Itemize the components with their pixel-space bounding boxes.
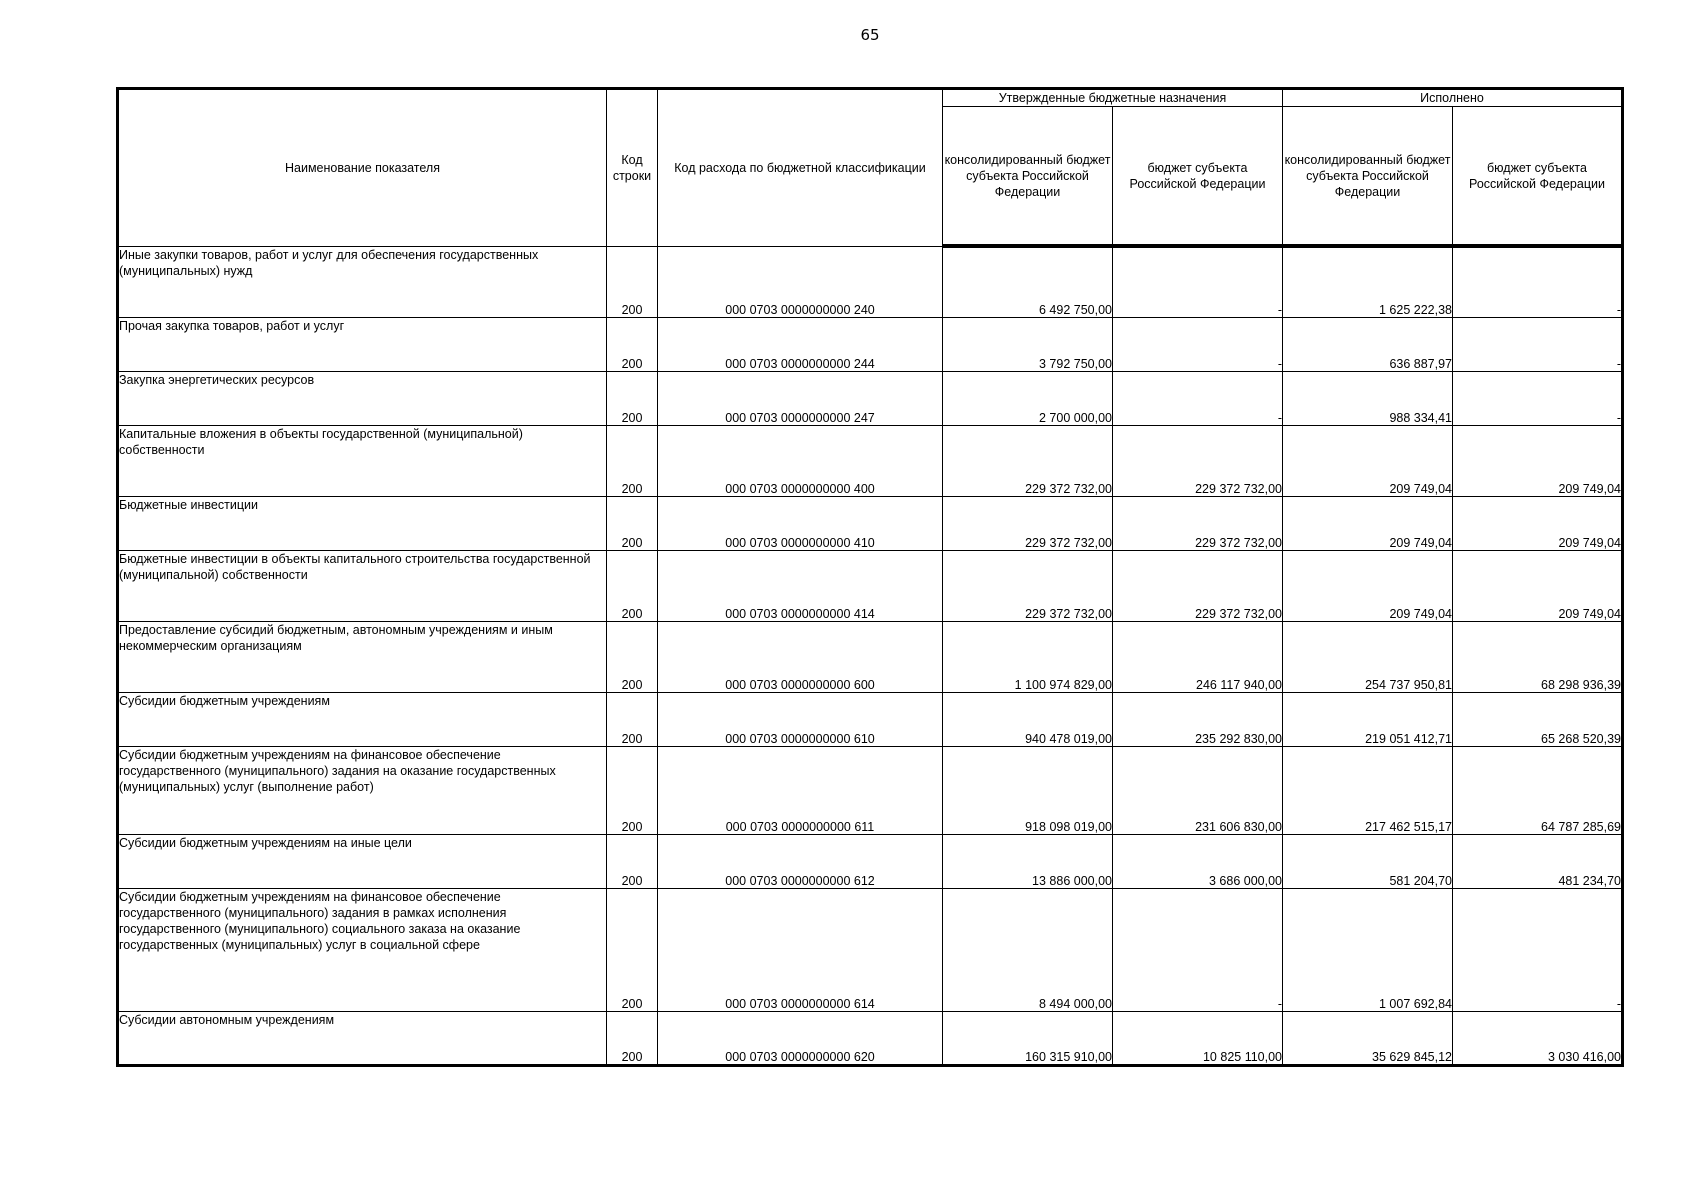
row-approved-consolidated: 13 886 000,00 (943, 834, 1113, 888)
row-executed-consolidated: 217 462 515,17 (1283, 746, 1453, 834)
row-name: Бюджетные инвестиции (118, 496, 607, 550)
row-classification-code: 000 0703 0000000000 600 (658, 621, 943, 692)
row-executed-consolidated: 636 887,97 (1283, 317, 1453, 371)
table-row (118, 1011, 1623, 1065)
table-row (118, 621, 1623, 692)
row-classification-code: 000 0703 0000000000 612 (658, 834, 943, 888)
row-code: 200 (607, 692, 658, 746)
row-executed-subject: 65 268 520,39 (1453, 692, 1623, 746)
row-classification-code: 000 0703 0000000000 410 (658, 496, 943, 550)
row-executed-subject: 68 298 936,39 (1453, 621, 1623, 692)
column-header-executed-consolidated: консолидированный бюджет субъекта Российской Федерации (1283, 107, 1453, 247)
row-name: Субсидии бюджетным учреждениям на финансовое обеспечение государственного (муниципального) задания в рамках исполнения государственного (муниципального) социального заказа на оказание государственных (муниципальных) услуг в социальной сфере (118, 888, 607, 1011)
row-executed-consolidated: 35 629 845,12 (1283, 1011, 1453, 1065)
row-executed-subject: 209 749,04 (1453, 550, 1623, 621)
row-executed-consolidated: 209 749,04 (1283, 496, 1453, 550)
row-executed-subject: 64 787 285,69 (1453, 746, 1623, 834)
row-name: Субсидии бюджетным учреждениям (118, 692, 607, 746)
row-approved-subject: 235 292 830,00 (1113, 692, 1283, 746)
row-code: 200 (607, 1011, 658, 1065)
row-classification-code: 000 0703 0000000000 614 (658, 888, 943, 1011)
row-name: Субсидии бюджетным учреждениям на иные цели (118, 834, 607, 888)
row-approved-consolidated: 940 478 019,00 (943, 692, 1113, 746)
row-classification-code: 000 0703 0000000000 414 (658, 550, 943, 621)
column-group-executed: Исполнено (1283, 89, 1623, 107)
row-executed-subject: 209 749,04 (1453, 425, 1623, 496)
row-executed-subject: - (1453, 371, 1623, 425)
table-row (118, 550, 1623, 621)
row-approved-consolidated: 3 792 750,00 (943, 317, 1113, 371)
row-approved-subject: 229 372 732,00 (1113, 425, 1283, 496)
row-code: 200 (607, 746, 658, 834)
row-classification-code: 000 0703 0000000000 244 (658, 317, 943, 371)
row-code: 200 (607, 834, 658, 888)
row-approved-consolidated: 229 372 732,00 (943, 496, 1113, 550)
table-row (118, 317, 1623, 371)
row-executed-subject: - (1453, 317, 1623, 371)
row-approved-subject: - (1113, 317, 1283, 371)
row-executed-consolidated: 209 749,04 (1283, 550, 1453, 621)
budget-execution-table (116, 87, 1624, 1067)
row-approved-subject: - (1113, 888, 1283, 1011)
row-approved-consolidated: 229 372 732,00 (943, 425, 1113, 496)
row-name: Субсидии автономным учреждениям (118, 1011, 607, 1065)
row-name: Субсидии бюджетным учреждениям на финансовое обеспечение государственного (муниципального) задания на оказание государственных (муниципальных) услуг (выполнение работ) (118, 746, 607, 834)
row-approved-subject: - (1113, 371, 1283, 425)
row-code: 200 (607, 550, 658, 621)
row-executed-consolidated: 1 625 222,38 (1283, 246, 1453, 317)
column-header-executed-subject: бюджет субъекта Российской Федерации (1453, 107, 1623, 247)
row-executed-subject: - (1453, 888, 1623, 1011)
row-executed-subject: - (1453, 246, 1623, 317)
table-row (118, 246, 1623, 317)
page-number: 65 (860, 26, 880, 44)
table-row (118, 888, 1623, 1011)
row-approved-subject: 231 606 830,00 (1113, 746, 1283, 834)
row-name: Закупка энергетических ресурсов (118, 371, 607, 425)
row-executed-subject: 481 234,70 (1453, 834, 1623, 888)
column-header-name: Наименование показателя (118, 89, 607, 247)
row-code: 200 (607, 317, 658, 371)
row-code: 200 (607, 888, 658, 1011)
row-name: Бюджетные инвестиции в объекты капитального строительства государственной (муниципальной) собственности (118, 550, 607, 621)
row-approved-subject: 3 686 000,00 (1113, 834, 1283, 888)
table-row (118, 692, 1623, 746)
row-classification-code: 000 0703 0000000000 240 (658, 246, 943, 317)
row-code: 200 (607, 246, 658, 317)
row-approved-consolidated: 6 492 750,00 (943, 246, 1113, 317)
row-approved-consolidated: 8 494 000,00 (943, 888, 1113, 1011)
row-executed-consolidated: 209 749,04 (1283, 425, 1453, 496)
row-executed-consolidated: 581 204,70 (1283, 834, 1453, 888)
row-classification-code: 000 0703 0000000000 620 (658, 1011, 943, 1065)
row-name: Прочая закупка товаров, работ и услуг (118, 317, 607, 371)
table-row (118, 834, 1623, 888)
row-approved-consolidated: 918 098 019,00 (943, 746, 1113, 834)
row-approved-subject: 229 372 732,00 (1113, 496, 1283, 550)
column-header-approved-consolidated: консолидированный бюджет субъекта Российской Федерации (943, 107, 1113, 247)
table-body (118, 246, 1623, 1065)
row-executed-consolidated: 219 051 412,71 (1283, 692, 1453, 746)
table-row (118, 425, 1623, 496)
row-executed-consolidated: 988 334,41 (1283, 371, 1453, 425)
row-approved-consolidated: 2 700 000,00 (943, 371, 1113, 425)
table-row (118, 746, 1623, 834)
row-approved-consolidated: 1 100 974 829,00 (943, 621, 1113, 692)
column-header-classification: Код расхода по бюджетной классификации (658, 89, 943, 247)
row-approved-consolidated: 160 315 910,00 (943, 1011, 1113, 1065)
row-approved-subject: 10 825 110,00 (1113, 1011, 1283, 1065)
row-approved-subject: 229 372 732,00 (1113, 550, 1283, 621)
row-classification-code: 000 0703 0000000000 247 (658, 371, 943, 425)
row-approved-consolidated: 229 372 732,00 (943, 550, 1113, 621)
row-name: Иные закупки товаров, работ и услуг для обеспечения государственных (муниципальных) нужд (118, 246, 607, 317)
column-header-row-code: Код строки (607, 89, 658, 247)
row-name: Капитальные вложения в объекты государственной (муниципальной) собственности (118, 425, 607, 496)
row-approved-subject: 246 117 940,00 (1113, 621, 1283, 692)
row-classification-code: 000 0703 0000000000 400 (658, 425, 943, 496)
row-code: 200 (607, 496, 658, 550)
column-header-approved-subject: бюджет субъекта Российской Федерации (1113, 107, 1283, 247)
row-classification-code: 000 0703 0000000000 610 (658, 692, 943, 746)
row-code: 200 (607, 371, 658, 425)
row-executed-subject: 209 749,04 (1453, 496, 1623, 550)
row-classification-code: 000 0703 0000000000 611 (658, 746, 943, 834)
row-approved-subject: - (1113, 246, 1283, 317)
table-row (118, 371, 1623, 425)
row-executed-consolidated: 254 737 950,81 (1283, 621, 1453, 692)
row-executed-subject: 3 030 416,00 (1453, 1011, 1623, 1065)
row-code: 200 (607, 621, 658, 692)
row-executed-consolidated: 1 007 692,84 (1283, 888, 1453, 1011)
table-row (118, 496, 1623, 550)
row-code: 200 (607, 425, 658, 496)
column-group-approved: Утвержденные бюджетные назначения (943, 89, 1283, 107)
row-name: Предоставление субсидий бюджетным, автономным учреждениям и иным некоммерческим организациям (118, 621, 607, 692)
